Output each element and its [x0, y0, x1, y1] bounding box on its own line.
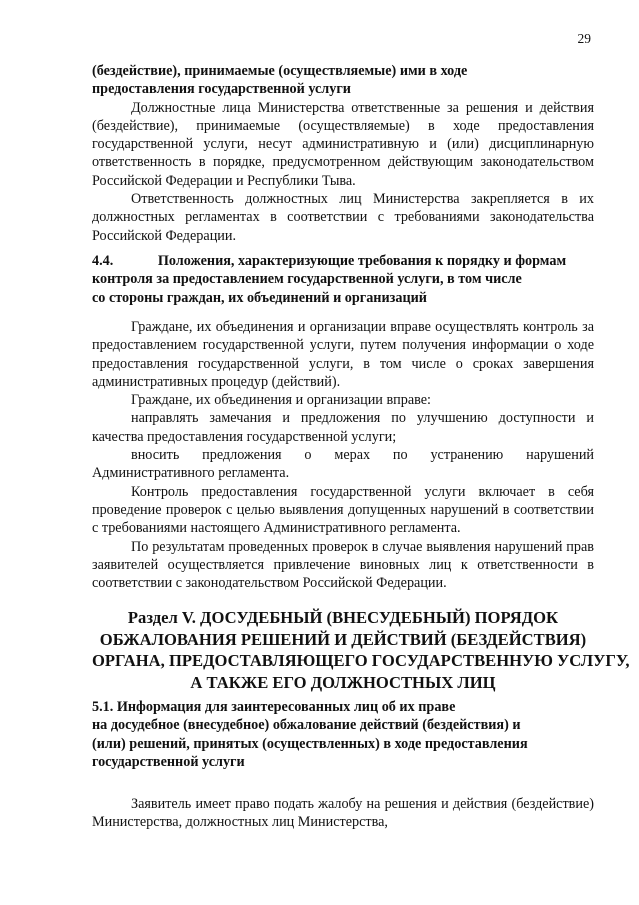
- top-heading-line-2: предоставления государственной услуги: [92, 81, 351, 98]
- section-number: 4.4.: [92, 253, 114, 269]
- top-block: [92, 62, 594, 245]
- paragraph-control-checks: Контроль предоставления государственной услуги включает в себя проведение проверок с целью выявления допущенных нарушений в соответствии с требованиями настоящего Административного регламента.: [92, 483, 594, 537]
- paragraph-regulations: Ответственность должностных лиц Министерства закрепляется в их должностных регламентах в соответствии с требованиями законодательства Российской Федерации.: [92, 191, 594, 244]
- paragraph-send-remarks: направлять замечания и предложения по улучшению доступности и качества предоставления государственной услуги;: [92, 410, 594, 445]
- paragraph-citizens-rights: Граждане, их объединения и организации вправе:: [131, 392, 431, 409]
- section-5-1-line-2: на досудебное (внесудебное) обжалование действий (бездействия) и: [92, 717, 521, 734]
- section-5-1-body: [92, 795, 594, 832]
- section-v-line-3: ОРГАНА, ПРЕДОСТАВЛЯЮЩЕГО ГОСУДАРСТВЕННУЮ УСЛУГУ,: [92, 651, 630, 671]
- section-v-line-1: Раздел V. ДОСУДЕБНЫЙ (ВНЕСУДЕБНЫЙ) ПОРЯДОК: [127, 608, 559, 627]
- section-4-4-body: [92, 318, 594, 592]
- section-v-heading: [92, 607, 630, 693]
- paragraph-make-proposals: вносить предложения о мерах по устранению нарушений Административного регламента.: [92, 447, 594, 482]
- page-number: 29: [577, 31, 591, 46]
- section-5-1-line-1: 5.1. Информация для заинтересованных лиц об их праве: [92, 699, 456, 715]
- section-4-4-heading: [92, 252, 594, 307]
- paragraph-citizens-control: Граждане, их объединения и организации вправе осуществлять контроль за предоставлением государственной услуги, путем получения информации о ходе предоставления государственной услуги, в том числе о сроках завершения административных процедур (действий).: [92, 319, 594, 390]
- section-5-1-line-3: (или) решений, принятых (осуществленных) в ходе предоставления: [92, 735, 528, 752]
- paragraph-check-results: По результатам проведенных проверок в случае выявления нарушений прав заявителей осуществляется привлечение виновных лиц к ответственности в соответствии с законодательством Российской Федерации.: [92, 538, 594, 592]
- paragraph-complaint-right: Заявитель имеет право подать жалобу на решения и действия (бездействие) Министерства, должностных лиц Министерства,: [92, 796, 594, 831]
- section-v-line-2: ОБЖАЛОВАНИЯ РЕШЕНИЙ И ДЕЙСТВИЙ (БЕЗДЕЙСТВИЯ): [99, 629, 587, 649]
- section-title-line-1: Положения, характеризующие требования к порядку и формам: [157, 253, 567, 269]
- section-v-line-4: А ТАКЖЕ ЕГО ДОЛЖНОСТНЫХ ЛИЦ: [190, 672, 496, 692]
- section-5-1-line-4: государственной услуги: [92, 753, 245, 770]
- section-title-line-3: со стороны граждан, их объединений и организаций: [92, 289, 427, 306]
- section-title-line-2: контроля за предоставлением государственной услуги, в том числе: [92, 271, 522, 288]
- top-heading-line-1: (бездействие), принимаемые (осуществляемые) ими в ходе: [92, 63, 468, 79]
- section-5-1-heading: [92, 698, 594, 771]
- paragraph-responsibility: Должностные лица Министерства ответственные за решения и действия (бездействие), принимаемые (осуществляемые) в ходе предоставления государственной услуги, несут административную и (или) дисциплинарную ответственность в порядке, предусмотренном действующим законодательством Российской Федерации и Республики Тыва.: [92, 99, 594, 189]
